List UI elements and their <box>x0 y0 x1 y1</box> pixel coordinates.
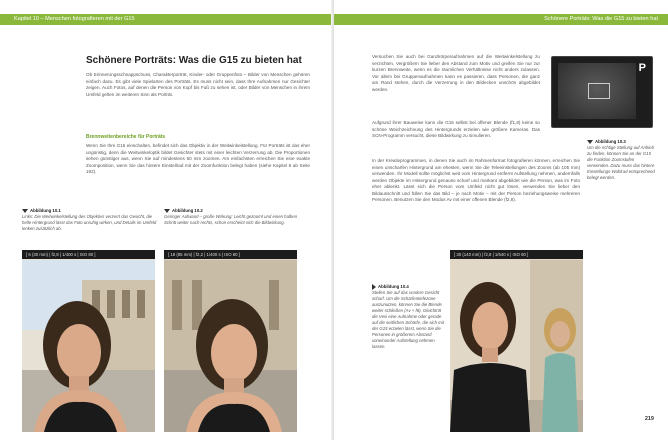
arrow-right-icon <box>372 284 376 290</box>
portrait-photo-tele <box>164 250 297 432</box>
exif-bar-3: [ 30 (140 mm) | f2,8 | 1/640 s | ISO 80 ] <box>450 250 583 259</box>
arrow-down-icon <box>22 209 28 213</box>
figure-label-4: Abbildung 10.4 <box>378 284 409 290</box>
page-number: 219 <box>644 416 654 422</box>
figure-caption-2 <box>164 208 299 226</box>
body-paragraph: Wenn Sie Ihre G15 einschalten, befindet sich das Objektiv in der Weitwinkelstellung. Für Porträts ist das eher ungünstig, denn die Weitwinkeloptik bildet Gesichter stets mit einer leichten Verzerrung ab. Die Proportionen sehen günstiger aus, wenn Sie auf mindestens 50 mm zoomen. Am einfachsten erreichen Sie eine exakte Zoomposition, wenn Sie das hintere Einstellrad mit der Zoomfunktion belegt haben (siehe Kapitel 8 ab Seite 192). <box>86 143 310 174</box>
figure-text-4: Stellen Sie auf das vordere Gesicht scharf. Um die Schärfentiefezone auszunutzen, können Sie die Blende weiter schließen (Av + f8). Gleichtritt die Vesi eine Aufnahme oder gerade auf die seitlichen Schärfe, die sich mit der G15 erzielen lässt, wenn Sie die Personen in größerem Abstand voneinander Aufstellung nehmen lassen. <box>372 290 444 350</box>
arrow-down-icon <box>587 140 593 144</box>
right-paragraph-3: In der Kreativprogrammen, in denen Sie auch im Rahmenformat fotografieren können, erreichen Sie einen unscharfen Hintergrund am ehesten, wenn Sie die Teleeinstellungen des Zooms (ab 105 mm) verwenden. Ihr Modell sollte möglichst weit vom Hintergrund entfernt Aufstellung nehmen, andernfalls werden Objekte im Hintergrund genauso scharf und markant abgebildet wie die Person, was im Foto eher ablenkt. Lässt sich die Person vom Umfeld nicht gut lösen, verwenden Sie lieber den Bildausschnitt und füllen Sie das Bild – je nach Motiv – mit der Person beziehungsweise mehreren Personen. Benutzen Sie den Modus Av mit einer offenen Blende (f2,8). <box>372 158 580 202</box>
side-caption-text: Um die richtige Stellung auf Anhieb zu finden, können Sie an der G15 die Funktion Zoomstufen verwenden. Dazu muss das hintere Einstellungs-Wahlrad entsprechend belegt werden. <box>587 145 655 180</box>
arrow-down-icon <box>164 209 170 213</box>
figure-caption-4 <box>372 284 444 350</box>
running-header-right: Schönere Porträts: Was die G15 zu bieten hat <box>334 14 668 25</box>
intro-paragraph: Ob Erinnerungsschnappschuss, Charakterporträt, Kinder- oder Gruppenfoto – Bilder von Menschen gehören einfach dazu. Es gibt viele Spielarten des Porträts. Es muss nicht sein, dass Ihre Aufnahmen nur Gesichter zeigen. Auch Fotos, auf denen die Person von Kopf bis Fuß zu sehen ist, oder Bilder von Menschen in ihrem Umfeld gelten im weiteren Sinn als Porträt. <box>86 72 310 97</box>
camera-mode-indicator: P <box>638 62 646 74</box>
two-women-photo <box>450 250 583 432</box>
figure-text-2: Geringer Aufwand – große Wirkung: Leicht gezoomt und einen halben Schritt weiter nach rechts, schon erscheint sich die Bildwirkung. <box>164 214 298 225</box>
portrait-illustration-tele <box>164 250 297 432</box>
right-paragraph-1: Versuchen Sie auch bei Ganzkörperaufnahmen auf die Weitwinkelstellung zu verzichten. Vergrößern Sie lieber den Abstand zum Motiv und greifen Sie nur zur kurzen Brennweite, wenn es die räumlichen Verhältnisse nicht anders zulassen. Vor allem bei Gruppenaufnahmen kann es passieren, dass Personen, die ganz am Rand stehen, durch die Verzerrung in den Bildecken unschön abgebildet werden. <box>372 54 540 92</box>
camera-screen-figure <box>551 56 653 128</box>
figure-label-2: Abbildung 10.2 <box>172 208 203 213</box>
side-caption-label: Abbildung 10.3 <box>595 139 626 144</box>
figure-label-1: Abbildung 10.1 <box>30 208 61 213</box>
portrait-photo-wide <box>22 250 155 432</box>
exif-bar-1: [ 6 (30 mm) | f2,8 | 1/400 s | ISO 80 ] <box>22 250 155 259</box>
portrait-illustration-wide <box>22 250 155 432</box>
camera-display <box>558 63 636 119</box>
exif-bar-2: [ 18 (85 mm) | f2,2 | 1/400 s | ISO 80 ] <box>164 250 297 259</box>
section-title: Schönere Porträts: Was die G15 zu bieten hat <box>86 55 302 66</box>
focus-frame-icon <box>588 83 610 99</box>
figure-text-1: Links: Die Weitwinkelstellung des Objektivs verzerrt das Gesicht, die helle Hintergrund lässt das Foto unruhig wirken, und Details im Umfeld lenken zusätzlich ab. <box>22 214 157 231</box>
figure-caption-1 <box>22 208 157 232</box>
running-header-left: Kapitel 10 – Menschen fotografieren mit der G15 <box>0 14 334 25</box>
subheading: Brennweitenbereiche für Porträts <box>86 134 166 140</box>
side-caption <box>587 139 657 181</box>
right-paragraph-2: Aufgrund ihrer Bauweise kann die G15 selbst bei offener Blende (f1,8) keine so schöne Weichzeichnung des Hintergrunds erzielen wie größere Kameras. Das SCN-Programm versucht, diese Bildwirkung zu simulieren. <box>372 120 540 138</box>
two-women-illustration <box>450 250 583 432</box>
